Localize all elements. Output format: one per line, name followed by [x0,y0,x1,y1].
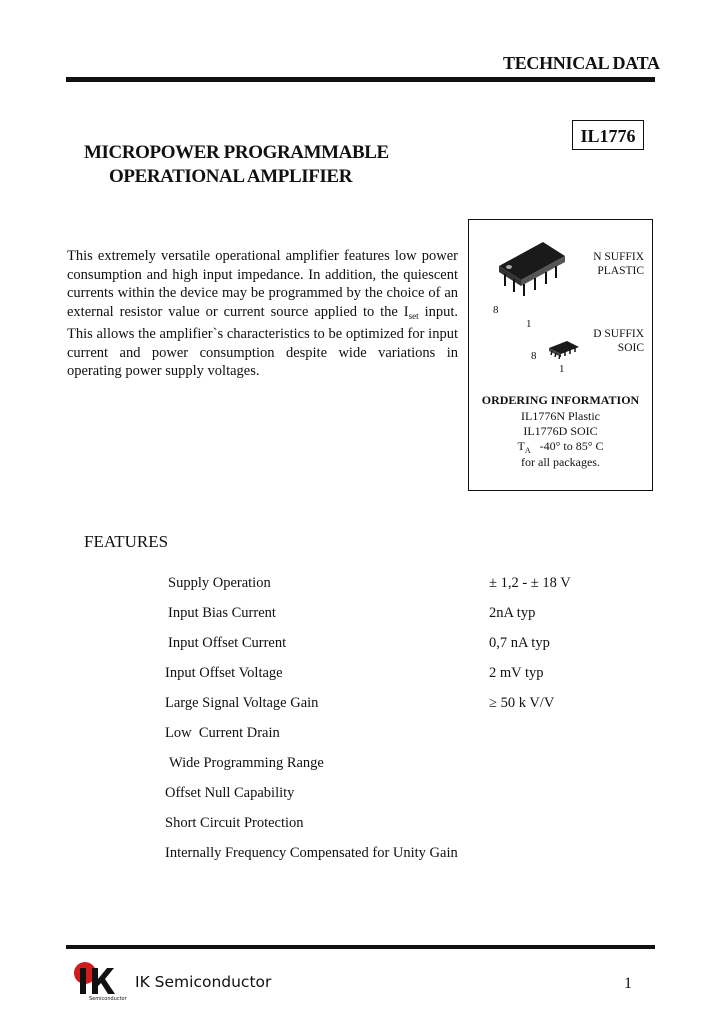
temp-symbol: T [517,439,525,453]
ordering-line-soic: IL1776D SOIC [523,424,598,438]
footer-rule [66,945,655,949]
header-rule [66,77,655,82]
soic-pin-1-label: 1 [559,363,565,375]
n-suffix-line1: N SUFFIX [593,251,644,263]
ik-logo-icon [72,958,130,1002]
description-text-a: This extremely versatile operational amplifier features low power consumption and high input impedance. In addition, the quiescent currents within the device may be programmed by the choice of an external resistor value or current source applied to the I [67,248,458,320]
soic-package-icon [547,338,581,360]
soic-pin-8-label: 8 [531,350,537,362]
feature-value: ≥ 50 k V/V [489,695,555,711]
n-suffix-line2: PLASTIC [597,265,644,277]
feature-label: Wide Programming Range [169,755,324,771]
dip-pin-8-label: 8 [493,304,499,316]
ordering-note: for all packages. [521,455,600,469]
logo-subtext: Semiconductor [89,996,127,1002]
d-suffix-label [593,327,644,355]
feature-label: Short Circuit Protection [165,815,304,831]
feature-label: Input Bias Current [168,605,276,621]
feature-label: Offset Null Capability [165,785,295,801]
feature-label: Supply Operation [168,575,271,591]
features-heading: FEATURES [84,532,169,551]
feature-label: Low Current Drain [165,725,280,741]
d-suffix-line2: SOIC [617,342,644,354]
d-suffix-line1: D SUFFIX [593,328,644,340]
dip-pin-1-label: 1 [526,318,532,330]
package-info-box [468,219,653,491]
temp-subscript: A [524,446,531,455]
feature-value: 0,7 nA typ [489,635,550,651]
feature-value: 2nA typ [489,605,536,621]
header-section-label: TECHNICAL DATA [503,53,660,73]
feature-value: ± 1,2 - ± 18 V [489,575,571,591]
ordering-temperature [469,439,652,455]
feature-value: 2 mV typ [489,665,544,681]
title-line-2: OPERATIONAL AMPLIFIER [109,166,353,187]
description-paragraph [67,247,458,381]
company-name: IK Semiconductor [135,973,272,991]
ordering-line-plastic: IL1776N Plastic [521,409,600,423]
title-line-1: MICROPOWER PROGRAMMABLE [84,142,389,163]
description-subscript: set [408,310,419,321]
description-text-b: input. This allows the amplifier`s characteristics to be optimized for input current and power consumption despite wide variations in operating power supply voltages. [67,303,459,379]
n-suffix-label [593,250,644,278]
feature-label: Large Signal Voltage Gain [165,695,319,711]
feature-label: Input Offset Current [168,635,287,651]
page-number: 1 [624,975,632,992]
feature-label: Input Offset Voltage [165,665,283,681]
temp-range: -40° to 85° C [539,439,604,453]
dip-package-icon [493,236,573,302]
part-number-box: IL1776 [572,120,644,150]
feature-label: Internally Frequency Compensated for Unity Gain [165,845,458,861]
ordering-title: ORDERING INFORMATION [481,393,640,407]
